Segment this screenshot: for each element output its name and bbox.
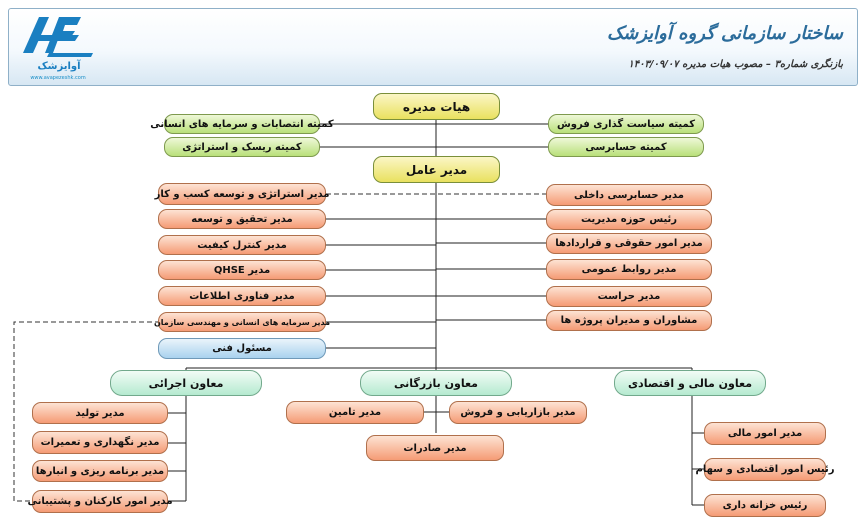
manager-it-box: مدیر فناوری اطلاعات (158, 286, 326, 306)
committee-appointments-box: کمیته انتصابات و سرمایه های انسانی (164, 114, 320, 134)
manager-supply-box: مدیر تامین (286, 401, 424, 424)
ceo-box: مدیر عامل (373, 156, 500, 183)
vp-commercial-box: معاون بازرگانی (360, 370, 512, 396)
manager-security-box: مدیر حراست (546, 286, 712, 307)
consultants-box: مشاوران و مدیران پروژه ها (546, 310, 712, 331)
manager-planning-box: مدیر برنامه ریزی و انبارها (32, 460, 168, 482)
manager-internal-audit-box: مدیر حسابرسی داخلی (546, 184, 712, 206)
manager-strategy-box: مدیر استراتژی و توسعه کسب و کار (158, 183, 326, 205)
manager-production-box: مدیر تولید (32, 402, 168, 424)
company-logo (19, 13, 97, 83)
manager-personnel-box: مدیر امور کارکنان و پشتیبانی (32, 490, 168, 513)
board-box: هیات مدیره (373, 93, 500, 120)
manager-export-box: مدیر صادرات (366, 435, 504, 461)
logo-text: آوایزشک (37, 61, 81, 72)
manager-qhse-box: مدیر QHSE (158, 260, 326, 280)
committee-risk-box: کمیته ریسک و استراتژی (164, 137, 320, 157)
manager-pr-box: مدیر روابط عمومی (546, 259, 712, 280)
page-subtitle: بازنگری شماره۳ – مصوب هیات مدیره ۱۴۰۳/۰۹/۰۷ (628, 59, 843, 70)
vp-executive-box: معاون اجرائی (110, 370, 262, 396)
technical-officer-box: مسئول فنی (158, 338, 326, 359)
vp-finance-box: معاون مالی و اقتصادی (614, 370, 766, 396)
manager-marketing-box: مدیر بازاریابی و فروش (449, 401, 587, 424)
page-title: ساختار سازمانی گروه آوایزشک (607, 23, 843, 44)
manager-legal-box: مدیر امور حقوقی و قراردادها (546, 233, 712, 254)
manager-maintenance-box: مدیر نگهداری و تعمیرات (32, 431, 168, 454)
head-treasury-box: رئیس خزانه داری (704, 494, 826, 517)
committee-audit-box: کمیته حسابرسی (548, 137, 704, 157)
manager-finance-box: مدیر امور مالی (704, 422, 826, 445)
header-panel (8, 8, 858, 86)
committee-sales-policy-box: کمیته سیاست گذاری فروش (548, 114, 704, 134)
head-management-box: رئیس حوزه مدیریت (546, 209, 712, 230)
head-economic-box: رئیس امور اقتصادی و سهام (704, 458, 826, 481)
logo-url: www.avapezeshk.com (30, 75, 86, 81)
manager-rnd-box: مدیر تحقیق و توسعه (158, 209, 326, 229)
manager-quality-control-box: مدیر کنترل کیفیت (158, 235, 326, 255)
manager-hr-box: مدیر سرمایه های انسانی و مهندسی سازمان (158, 312, 326, 332)
